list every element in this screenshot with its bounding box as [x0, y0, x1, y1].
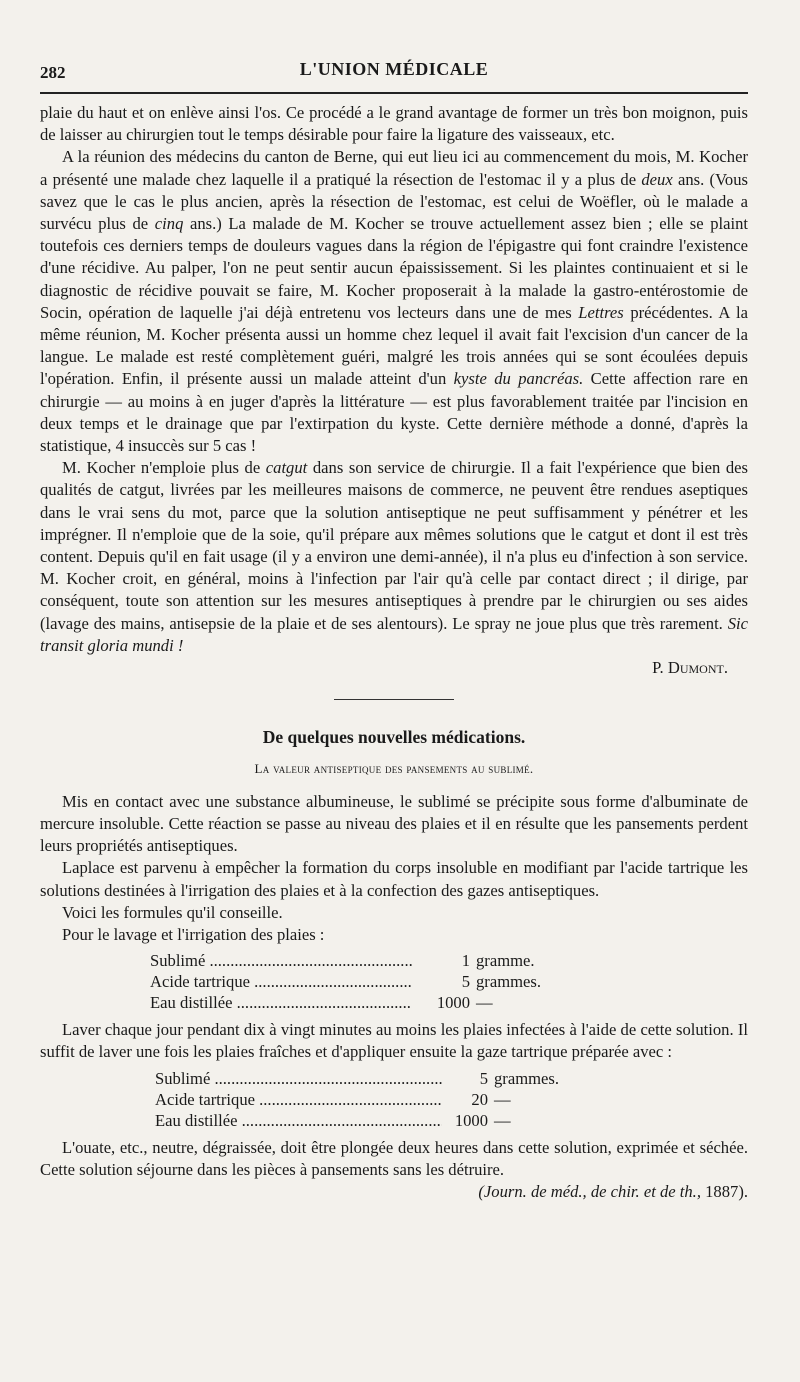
- italic-span: Sic transit gloria mundi !: [40, 613, 748, 655]
- formula-quantity: 1000: [436, 993, 470, 1013]
- source-reference: (Journ. de méd., de chir. et de th.,: [478, 1181, 701, 1201]
- italic-span: Lettres: [578, 302, 624, 322]
- formula-ingredient: Eau distillée .....: [40, 1110, 442, 1132]
- formula-quantity: 5: [461, 972, 470, 992]
- page-header: [40, 50, 748, 90]
- section-paragraph-3: Voici les formules qu'il conseille.: [62, 902, 283, 922]
- formula-quantity: 20: [471, 1089, 488, 1109]
- italic-span: deux: [641, 169, 673, 189]
- formula-row: [40, 992, 748, 1013]
- section-separator: [334, 699, 454, 700]
- formula-unit: —: [476, 993, 493, 1013]
- section-paragraph-5: Laver chaque jour pendant dix à vingt minutes au moins les plaies infectées à l'aide de cette solution. Il suffit de laver une fois les plaies fraîches et d'appliquer ensuite la gaze tartrique préparée avec :: [40, 1020, 748, 1062]
- text-span: ans. (Vous savez que le cas le plus ancien, après la résection de l'estomac, est celui de Woëfler, où le malade a survécu plus de: [40, 169, 748, 234]
- formula-row: [40, 1089, 748, 1110]
- page-number: 282: [40, 63, 66, 82]
- header-rule: [40, 92, 748, 94]
- formula-ingredient: Sublimé .....: [40, 1068, 442, 1090]
- italic-span: catgut: [265, 458, 308, 478]
- paragraph-3: [40, 457, 748, 657]
- formula-unit: grammes.: [494, 1068, 559, 1088]
- formula-unit: gramme.: [476, 951, 535, 971]
- section-paragraph-1: Mis en contact avec une substance albumineuse, le sublimé se précipite sous forme d'albuminate de mercure insoluble. Cette réaction se passe au niveau des plaies et il en résulte que les pansements perdent leurs propriétés antiseptiques.: [40, 791, 748, 856]
- formula-ingredient: Sublimé .....: [40, 950, 412, 972]
- formula-unit: —: [494, 1110, 511, 1130]
- text-span: dans son service de chirurgie. Il a fait l'expérience que bien des qualités de catgut, livrées par les meilleures maisons de commerce, ne peuvent être rendues aseptiques dans le vrai sens du mot, parce que la solution antiseptique ne peut suffisamment y pénétrer et les imprégner. Il n'emploie que de la soie, qu'il prépare aux mêmes solutions que le catgut et dont il est très content. Depuis qu'il en fait usage (il y a environ une demi-année), il n'a plus eu d'infection à son service. M. Kocher croit, en général, moins à l'infection par l'air qu'à celle par contact direct ; il dirige, par conséquent, toute son attention sur les mesures antiseptiques à prendre par le chirurgien ou ses aides (lavage des mains, antisepsie de la plaie et de ses alentours). Le spray ne joue plus que très rarement.: [40, 458, 748, 633]
- text-span: A la réunion des médecins du canton de Berne, qui eut lieu ici au commencement du mois, M. Kocher a présenté une malade chez laquelle il a pratiqué la résection de l'estomac il y a plus de: [40, 147, 748, 189]
- formula-ingredient: Acide tartrique .....: [40, 971, 412, 993]
- section-subtitle: La valeur antiseptique des pansements au sublimé.: [254, 761, 534, 777]
- section-paragraph-6: L'ouate, etc., neutre, dégraissée, doit être plongée deux heures dans cette solution, exprimée et séchée. Cette solution séjourne dans les pièces à pansements sans les détruire.: [40, 1137, 748, 1179]
- formula-row: [40, 971, 748, 992]
- formula-table-1: [40, 950, 748, 1013]
- formula-ingredient: Acide tartrique .....: [40, 1089, 442, 1111]
- text-span: ans.) La malade de M. Kocher se trouve actuellement assez bien ; elle se plaint toutefois ces derniers temps de douleurs vagues dans la région de l'épigastre qui font craindre l'existence d'une récidive. Au palper, l'on ne peut sentir aucun épaississement. Si les plaintes continuaient et si le diagnostic de récidive pouvait se faire, M. Kocher proposerait à la malade la gastro-entérostomie de Socin, opération de laquelle j'ai déjà entretenu vos lecteurs dans une de mes: [40, 214, 748, 322]
- formula-row: [40, 950, 748, 971]
- text-span: précédentes. A la même réunion, M. Kocher présenta aussi un homme chez lequel il avait fait l'excision d'un cancer de la langue. Le malade est resté complètement guéri, malgré les trois années qui se sont écoulées depuis l'opération. Enfin, il présente aussi un malade atteint d'un: [40, 302, 748, 389]
- paragraph-2: [40, 146, 748, 457]
- italic-span: kyste du pancréas.: [453, 369, 584, 389]
- page: [40, 50, 748, 1203]
- source-citation: [40, 1181, 748, 1203]
- text-span: Cette affection rare en chirurgie — au moins à en juger d'après la littérature — est plus favorablement traitée par l'incision en deux temps et le drainage que par l'extirpation du kyste. Cette dernière méthode a donné, d'après la statistique, 4 insuccès sur 5 cas !: [40, 369, 748, 456]
- source-year: 1887).: [700, 1181, 748, 1201]
- paragraph-1: plaie du haut et on enlève ainsi l'os. Ce procédé a le grand avantage de former un très bon moignon, puis de laisser au chirurgien tout le temps désirable pour faire la ligature des vaisseaux, etc.: [40, 103, 748, 145]
- section-paragraph-4: Pour le lavage et l'irrigation des plaies :: [62, 924, 325, 944]
- formula-unit: —: [494, 1089, 511, 1109]
- signature: P. Dumont.: [652, 658, 728, 678]
- formula-table-2: [40, 1068, 748, 1131]
- formula-ingredient: Eau distillée .....: [40, 992, 412, 1014]
- formula-row: [40, 1068, 748, 1089]
- formula-quantity: 1000: [454, 1110, 488, 1130]
- running-title: L'UNION MÉDICALE: [299, 59, 489, 79]
- section-title: De quelques nouvelles médications.: [262, 727, 526, 748]
- formula-unit: grammes.: [476, 972, 541, 992]
- formula-quantity: 5: [479, 1068, 488, 1088]
- formula-quantity: 1: [461, 951, 470, 971]
- section-paragraph-2: Laplace est parvenu à empêcher la formation du corps insoluble en modifiant par l'acide tartrique les solutions destinées à l'irrigation des plaies et à la confection des gazes antiseptiques.: [40, 858, 748, 900]
- text-span: M. Kocher n'emploie plus de: [62, 458, 266, 478]
- italic-span: cinq: [154, 214, 184, 234]
- formula-row: [40, 1110, 748, 1131]
